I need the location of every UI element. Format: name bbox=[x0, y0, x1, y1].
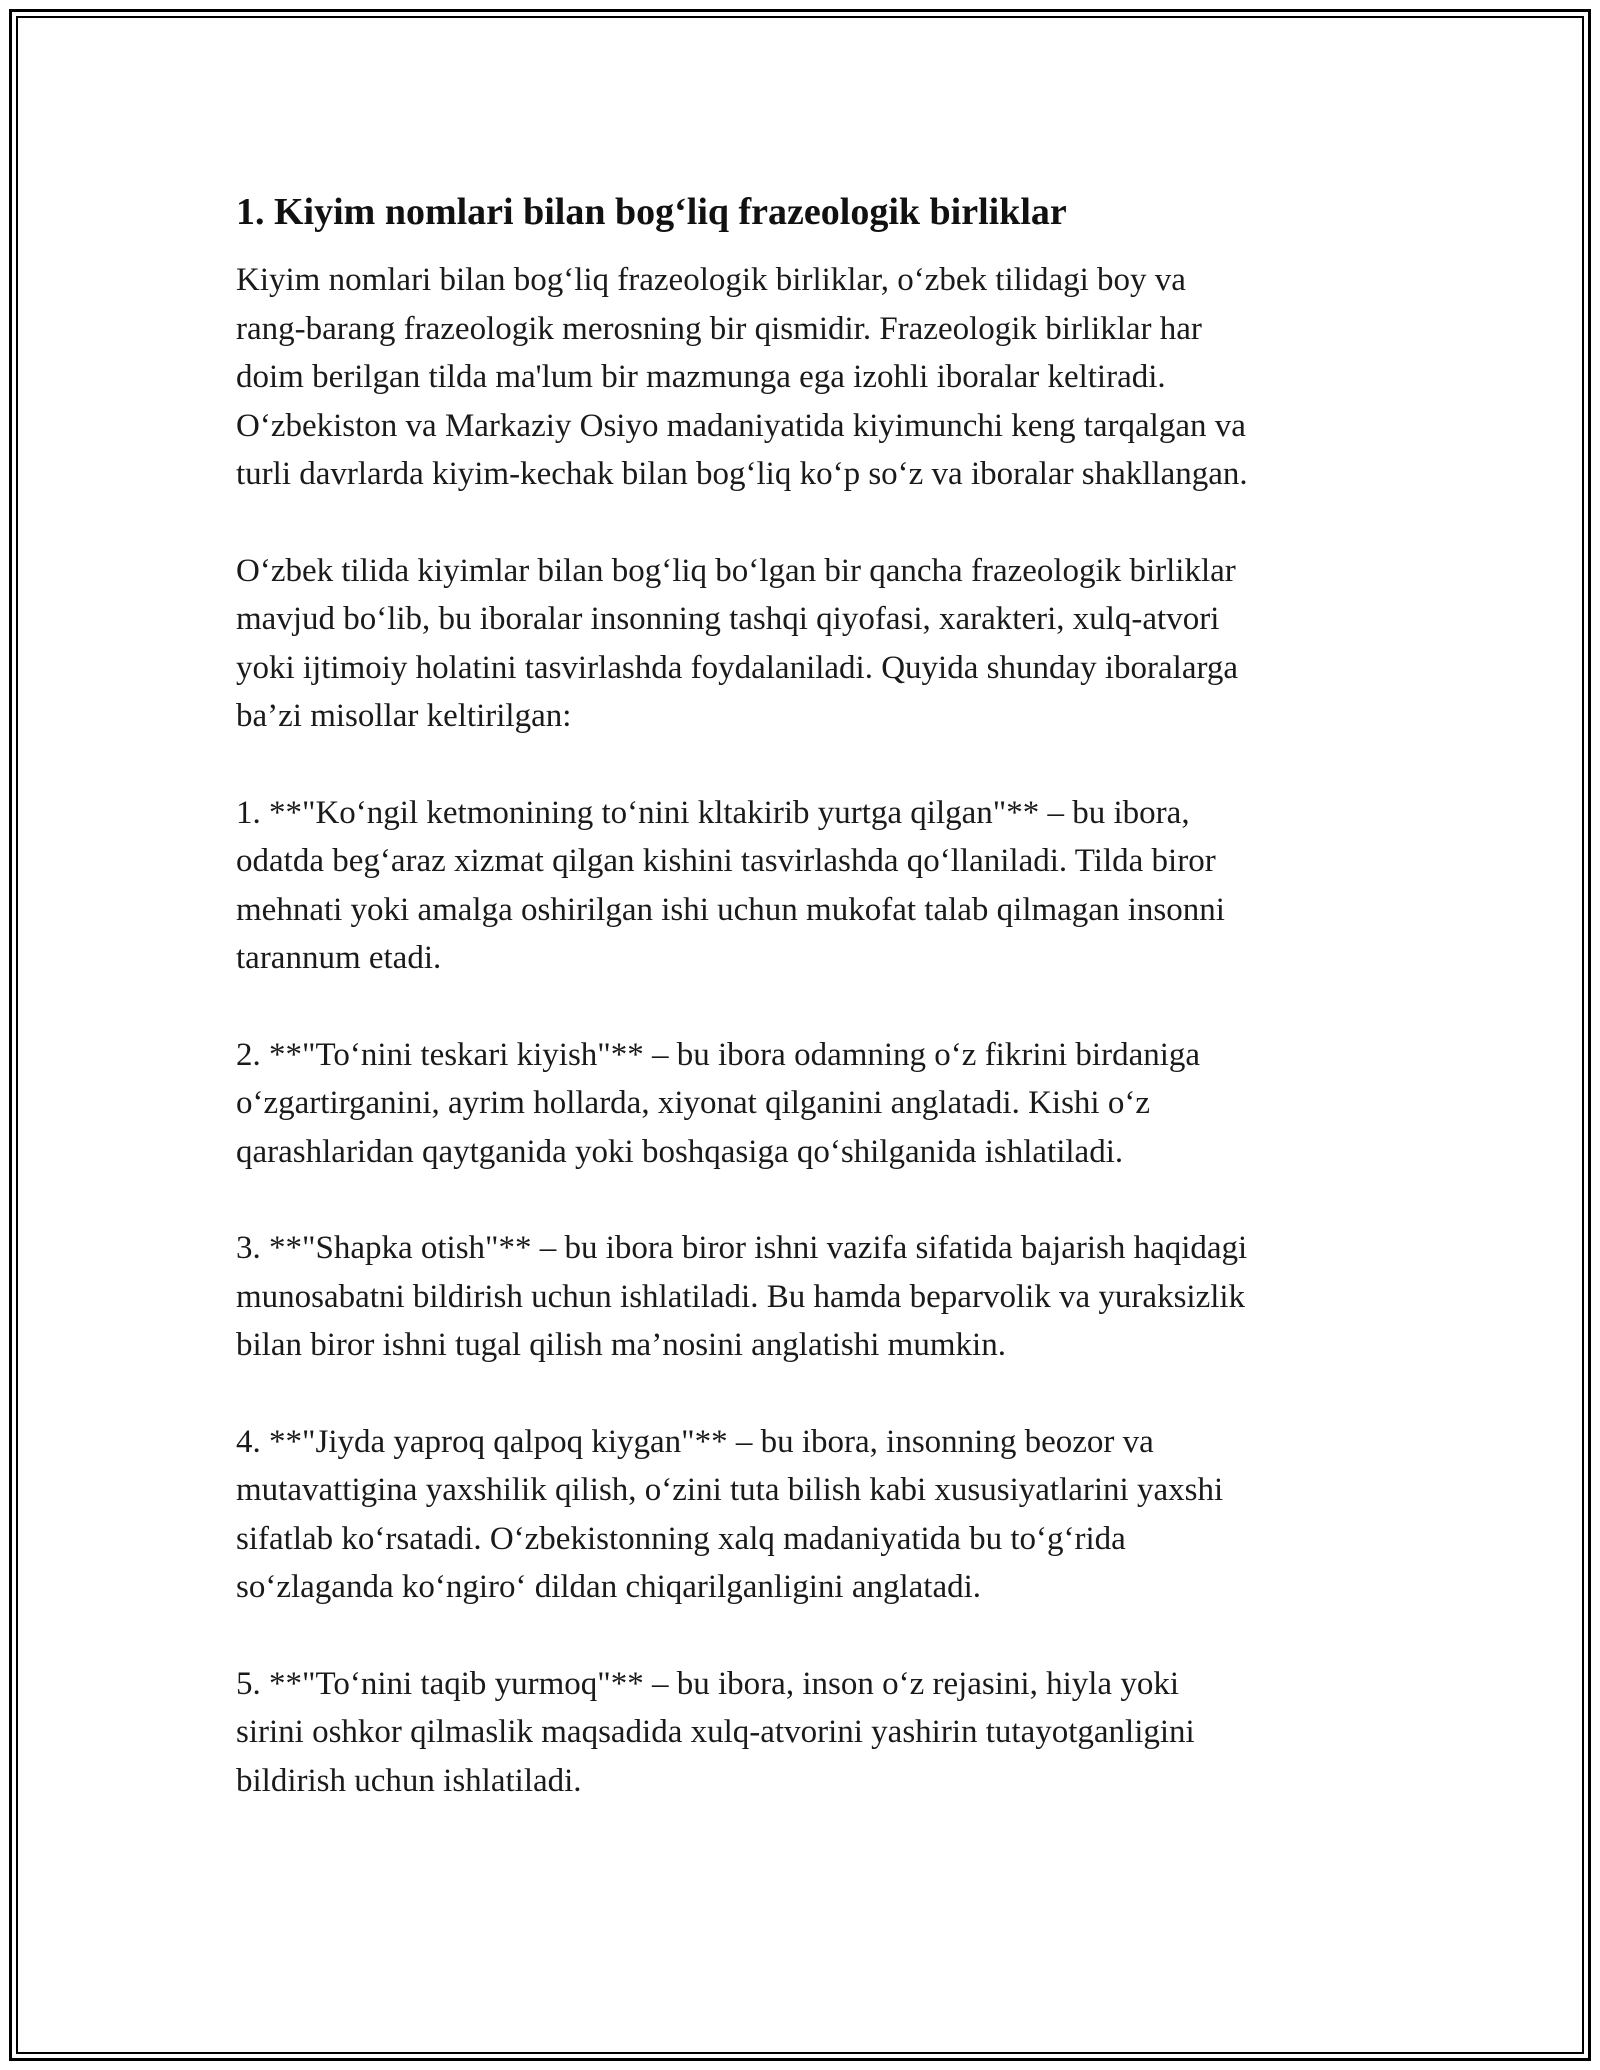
paragraph-intro: Kiyim nomlari bilan bog‘liq frazeologik birliklar, o‘zbek tilidagi boy va rang-barang frazeologik merosning bir qismidir. Frazeologik birliklar har doim berilgan tilda ma'lum bir mazmunga ega izohli iboralar keltiradi. O‘zbekiston va Markaziy Osiyo madaniyatida kiyimunchi keng tarqalgan va turli davrlarda kiyim-kechak bilan bog‘liq ko‘p so‘z va iboralar shakllangan. bbox=[236, 262, 1248, 492]
list-item-4: 4. **"Jiyda yaproq qalpoq kiygan"** – bu ibora, insonning beozor va mutavattigina yaxshilik qilish, o‘zini tuta bilish kabi xususiyatlarini yaxshi sifatlab ko‘rsatadi. O‘zbekistonning xalq madaniyatida bu to‘g‘rida so‘zlaganda ko‘ngiro‘ dildan chiqarilganligini anglatadi. bbox=[236, 1423, 1224, 1605]
list-item-3: 3. **"Shapka otish"** – bu ibora biror ishni vazifa sifatida bajarish haqidagi munosabatni bildirish uchun ishlatiladi. Bu hamda beparvolik va yuraksizlik bilan biror ishni tugal qilish ma’nosini anglatishi mumkin. bbox=[236, 1230, 1248, 1363]
list-item-1: 1. **"Ko‘ngil ketmonining to‘nini kltakirib yurtga qilgan"** – bu ibora, odatda beg‘araz xizmat qilgan kishini tasvirlashda qo‘llaniladi. Tilda biror mehnati yoki amalga oshirilgan ishi uchun mukofat talab qilmagan insonni tarannum etadi. bbox=[236, 794, 1225, 976]
section-heading: 1. Kiyim nomlari bilan bog‘liq frazeologik birliklar bbox=[236, 191, 1067, 233]
document-body bbox=[236, 188, 1376, 1805]
list-item-2: 2. **"To‘nini teskari kiyish"** – bu ibora odamning o‘z fikrini birdaniga o‘zgartirganini, ayrim hollarda, xiyonat qilganini anglatadi. Kishi o‘z qarashlaridan qaytganida yoki boshqasiga qo‘shilganida ishlatiladi. bbox=[236, 1036, 1201, 1170]
list-item-5: 5. **"To‘nini taqib yurmoq"** – bu ibora, inson o‘z rejasini, hiyla yoki sirini oshkor qilmaslik maqsadida xulq-atvorini yashirin tutayotganligini bildirish uchun ishlatiladi. bbox=[236, 1665, 1195, 1799]
paragraph-overview: O‘zbek tilida kiyimlar bilan bog‘liq bo‘lgan bir qancha frazeologik birliklar mavjud bo‘lib, bu iboralar insonning tashqi qiyofasi, xarakteri, xulq-atvori yoki ijtimoiy holatini tasvirlashda foydalaniladi. Quyida shunday iboralarga ba’zi misollar keltirilgan: bbox=[236, 552, 1239, 734]
